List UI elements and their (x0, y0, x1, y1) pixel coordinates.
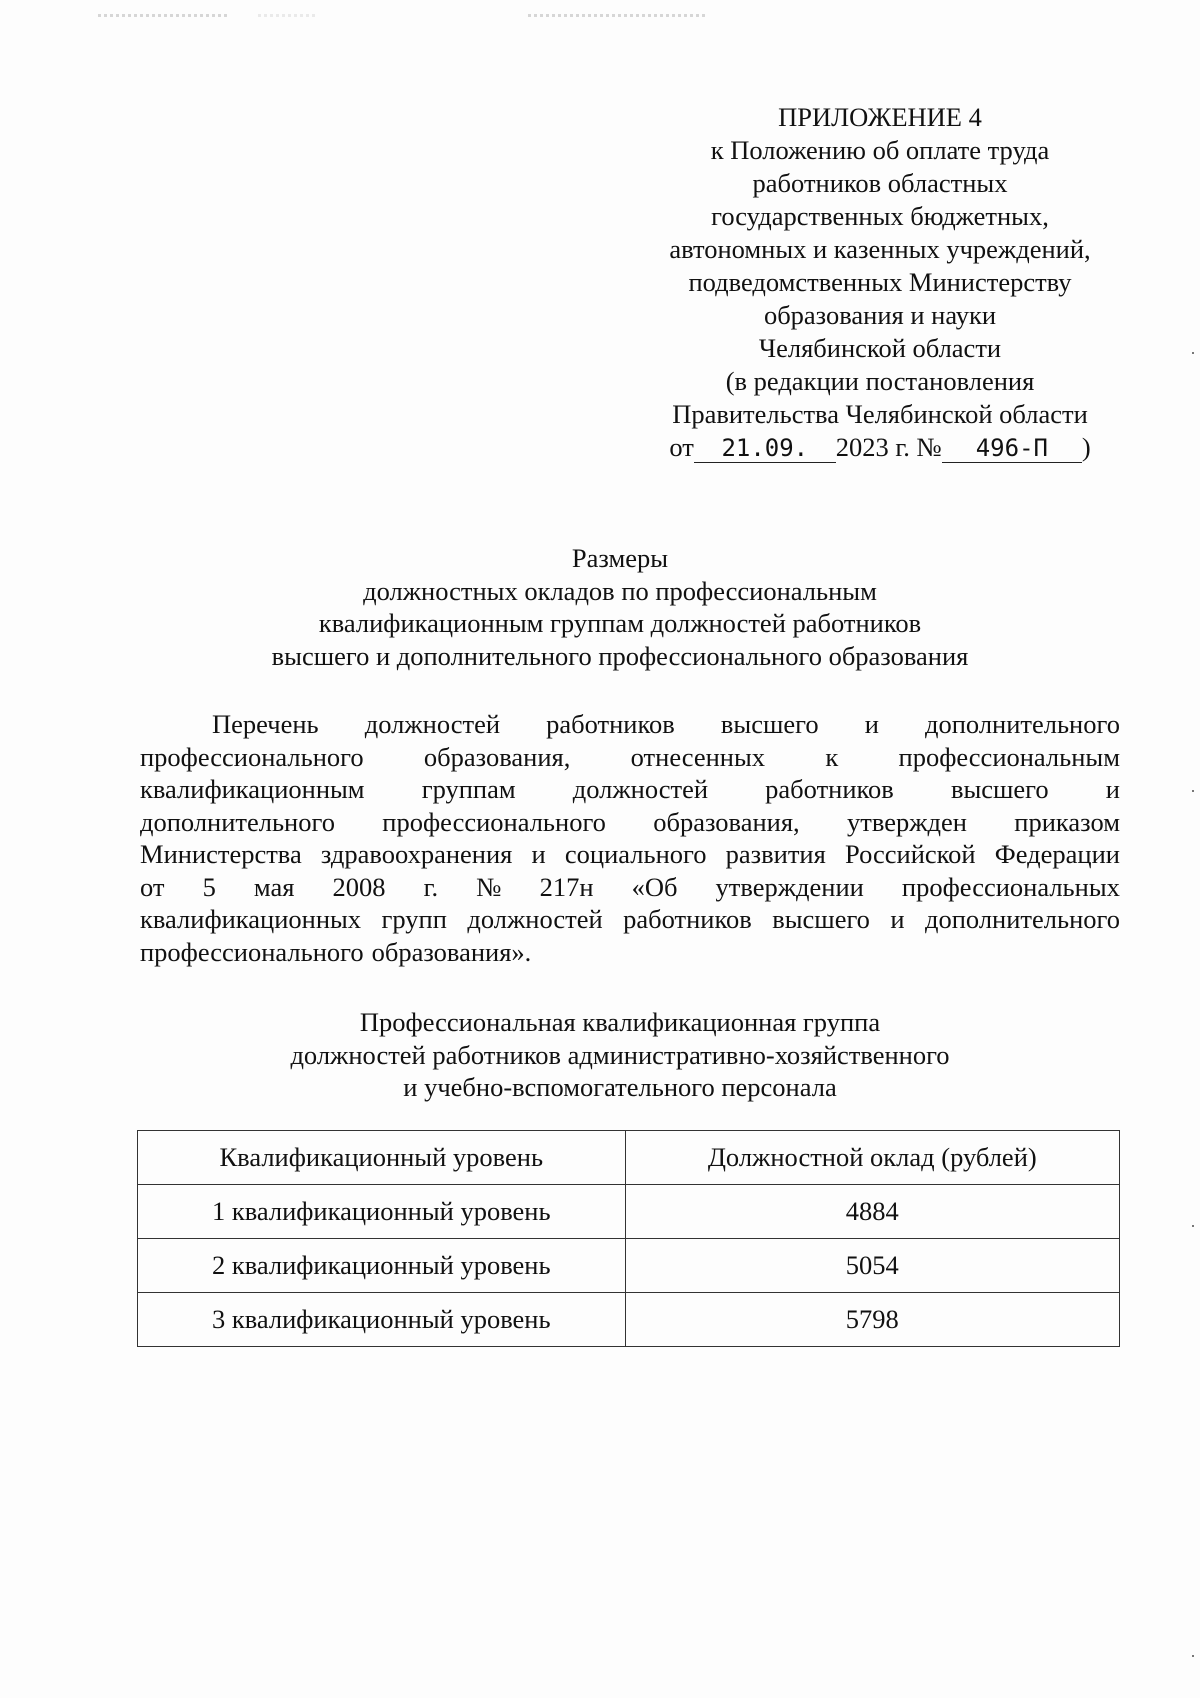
paragraph-word: группам (421, 774, 516, 804)
resolution-date-line (600, 431, 1160, 464)
paragraph-word: приказом (1014, 806, 1120, 837)
scan-artifact (1192, 352, 1194, 354)
scan-artifact (1192, 790, 1194, 792)
group-heading-line: Профессиональная квалификационная группа (359, 1007, 881, 1037)
paragraph-word: отнесенных (630, 741, 766, 772)
scan-artifact (258, 14, 318, 17)
resolution-number: 496-П (942, 434, 1082, 463)
paragraph-word: 2008 (332, 871, 386, 902)
salary-cell: 5798 (625, 1293, 1119, 1347)
appendix-header (600, 101, 1160, 464)
paragraph-line (140, 903, 1120, 936)
paragraph-word: 217н (539, 871, 594, 902)
paragraph-line (140, 936, 1120, 969)
paragraph-word: Федерации (994, 839, 1120, 869)
group-heading-line: должностей работников административно-хозяйственного (290, 1039, 950, 1070)
paragraph-word: работников (546, 709, 675, 739)
salary-table (137, 1130, 1120, 1347)
appendix-line: государственных бюджетных, (711, 201, 1049, 231)
date-year: 2023 г. № (835, 432, 942, 462)
paragraph-word: профессиональным (898, 741, 1120, 772)
paragraph-word: профессионального (140, 936, 364, 967)
table-row (138, 1293, 1120, 1347)
appendix-line: Челябинской области (758, 333, 1002, 363)
paragraph-word: работников (623, 904, 752, 934)
table-row (138, 1185, 1120, 1239)
paragraph-word: квалификационным (140, 774, 365, 804)
level-cell: 3 квалификационный уровень (138, 1293, 626, 1347)
level-cell: 1 квалификационный уровень (138, 1185, 626, 1239)
paragraph-line (140, 838, 1120, 871)
paragraph-word: должностей (572, 774, 709, 804)
paragraph-word: высшего (720, 709, 819, 739)
paragraph-word: образования, (423, 741, 571, 772)
paragraph-word: 5 (202, 871, 216, 902)
column-header-level: Квалификационный уровень (138, 1131, 626, 1185)
title-line: Размеры (571, 543, 669, 573)
paragraph-word: дополнительного (925, 904, 1120, 934)
paragraph-word: должностей (467, 904, 603, 934)
paragraph-word: и (531, 839, 546, 869)
scan-artifact (1192, 1655, 1194, 1657)
paragraph-line (140, 708, 1120, 741)
level-cell: 2 квалификационный уровень (138, 1239, 626, 1293)
paragraph-word: профессиональных (901, 871, 1120, 902)
table-header-row (138, 1131, 1120, 1185)
title-line: квалификационным группам должностей работников (318, 608, 922, 638)
paragraph-line (140, 806, 1120, 839)
body-paragraph (140, 708, 1120, 968)
paragraph-word: социального (564, 839, 707, 869)
paragraph-word: и (1105, 774, 1120, 804)
paragraph-word: и (890, 904, 905, 934)
group-heading-line: и учебно-вспомогательного персонала (403, 1072, 837, 1102)
paragraph-line (140, 871, 1120, 904)
appendix-line: (в редакции постановления (725, 366, 1035, 396)
paragraph-word: Министерства (140, 839, 302, 869)
paragraph-word: должностей (364, 709, 501, 739)
paragraph-word: групп (381, 904, 447, 934)
paragraph-word: квалификационных (140, 904, 362, 934)
group-heading (130, 1006, 1110, 1104)
paragraph-word: высшего (772, 904, 870, 934)
paragraph-word: здравоохранения (320, 839, 513, 869)
appendix-line: к Положению об оплате труда (710, 135, 1050, 165)
paragraph-word: образования, (653, 806, 800, 837)
paragraph-word: от (140, 871, 165, 902)
salary-cell: 4884 (625, 1185, 1119, 1239)
paragraph-word: мая (253, 871, 295, 902)
paragraph-word: дополнительного (140, 806, 335, 837)
appendix-line: ПРИЛОЖЕНИЕ 4 (778, 102, 982, 132)
column-header-salary: Должностной оклад (рублей) (625, 1131, 1119, 1185)
scan-artifact (1192, 1225, 1194, 1227)
paragraph-word: профессионального (140, 741, 364, 772)
appendix-line: образования и науки (763, 300, 997, 330)
appendix-line: подведомственных Министерству (688, 267, 1072, 297)
paragraph-word: Российской (845, 839, 976, 869)
appendix-line: Правительства Челябинской области (672, 399, 1088, 429)
paragraph-word: к (825, 741, 839, 772)
document-title (130, 542, 1110, 672)
date-prefix: от (669, 432, 694, 462)
scan-artifact (528, 14, 708, 17)
date-suffix: ) (1081, 432, 1091, 462)
appendix-line: автономных и казенных учреждений, (669, 234, 1091, 264)
title-line: должностных окладов по профессиональным (363, 575, 877, 606)
paragraph-word: работников (765, 774, 894, 804)
paragraph-word: развития (725, 839, 826, 869)
paragraph-word: Перечень (212, 709, 319, 739)
paragraph-word: высшего (950, 774, 1049, 804)
paragraph-word: «Об (631, 871, 678, 902)
paragraph-word: № (476, 871, 502, 902)
paragraph-word: утвержден (847, 806, 967, 837)
paragraph-word: профессионального (382, 806, 606, 837)
paragraph-word: и (864, 709, 879, 739)
appendix-line: работников областных (752, 168, 1008, 198)
paragraph-word: образования». (371, 936, 532, 967)
paragraph-word: дополнительного (925, 709, 1120, 739)
table-row (138, 1239, 1120, 1293)
title-line: высшего и дополнительного профессионального образования (271, 640, 969, 671)
paragraph-line (140, 741, 1120, 774)
resolution-date: 21.09. (694, 434, 836, 463)
paragraph-word: г. (423, 871, 439, 902)
paragraph-word: утверждении (715, 871, 864, 902)
salary-cell: 5054 (625, 1239, 1119, 1293)
paragraph-line (140, 773, 1120, 806)
scan-artifact (98, 14, 228, 17)
